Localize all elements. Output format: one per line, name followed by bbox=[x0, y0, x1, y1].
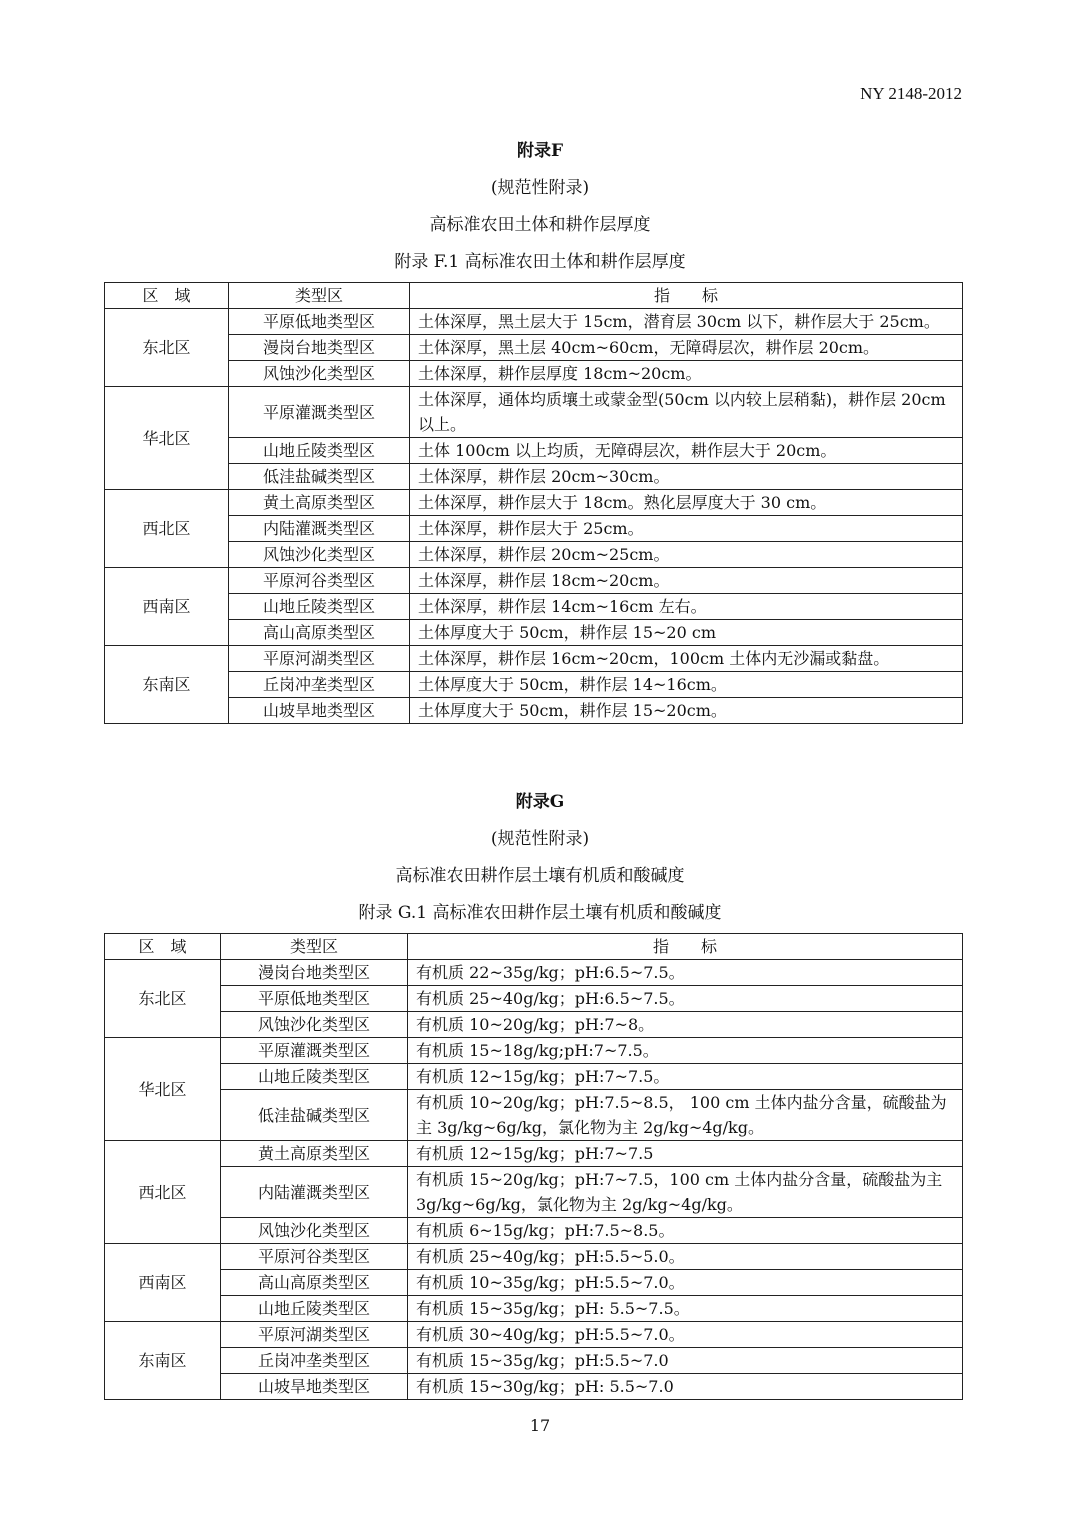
indicator-cell: 有机质 15~35g/kg；pH:5.5~7.0 bbox=[408, 1348, 963, 1374]
region-cell: 东南区 bbox=[105, 646, 229, 724]
indicator-cell: 有机质 10~20g/kg；pH:7~8。 bbox=[408, 1012, 963, 1038]
type-cell: 丘岗冲垄类型区 bbox=[229, 672, 410, 698]
indicator-cell: 有机质 25~40g/kg；pH:6.5~7.5。 bbox=[408, 986, 963, 1012]
table-row bbox=[105, 1090, 963, 1141]
appendix-f-table bbox=[104, 282, 963, 724]
column-header-type: 类型区 bbox=[221, 934, 408, 960]
table-row bbox=[105, 1322, 963, 1348]
indicator-cell: 土体深厚，耕作层 20cm~25cm。 bbox=[410, 542, 963, 568]
indicator-cell: 土体厚度大于 50cm，耕作层 14~16cm。 bbox=[410, 672, 963, 698]
type-cell: 平原低地类型区 bbox=[221, 986, 408, 1012]
appendix-g-heading: 高标准农田耕作层土壤有机质和酸碱度 bbox=[395, 866, 685, 886]
region-cell: 华北区 bbox=[105, 387, 229, 490]
indicator-cell: 土体深厚，耕作层大于 25cm。 bbox=[410, 516, 963, 542]
region-cell: 华北区 bbox=[105, 1038, 221, 1141]
indicator-cell: 有机质 22~35g/kg；pH:6.5~7.5。 bbox=[408, 960, 963, 986]
table-row bbox=[105, 464, 963, 490]
table-row bbox=[105, 1374, 963, 1400]
appendix-g-table bbox=[104, 933, 963, 1400]
type-cell: 平原灌溉类型区 bbox=[229, 387, 410, 438]
type-cell: 漫岗台地类型区 bbox=[221, 960, 408, 986]
type-cell: 平原河湖类型区 bbox=[221, 1322, 408, 1348]
table-row bbox=[105, 309, 963, 335]
type-cell: 平原灌溉类型区 bbox=[221, 1038, 408, 1064]
type-cell: 平原低地类型区 bbox=[229, 309, 410, 335]
table-row bbox=[105, 335, 963, 361]
table-row bbox=[105, 438, 963, 464]
indicator-cell: 有机质 15~18g/kg;pH:7~7.5。 bbox=[408, 1038, 963, 1064]
page-number: 17 bbox=[529, 1416, 551, 1435]
type-cell: 低洼盐碱类型区 bbox=[229, 464, 410, 490]
type-cell: 山地丘陵类型区 bbox=[221, 1064, 408, 1090]
type-cell: 黄土高原类型区 bbox=[229, 490, 410, 516]
indicator-cell: 土体厚度大于 50cm，耕作层 15~20cm。 bbox=[410, 698, 963, 724]
type-cell: 风蚀沙化类型区 bbox=[221, 1012, 408, 1038]
indicator-cell: 有机质 30~40g/kg；pH:5.5~7.0。 bbox=[408, 1322, 963, 1348]
table-row bbox=[105, 361, 963, 387]
indicator-cell: 有机质 15~30g/kg；pH: 5.5~7.0 bbox=[408, 1374, 963, 1400]
type-cell: 山坡旱地类型区 bbox=[221, 1374, 408, 1400]
type-cell: 山地丘陵类型区 bbox=[221, 1296, 408, 1322]
appendix-f-subtitle: (规范性附录) bbox=[490, 178, 590, 198]
indicator-cell: 土体深厚，耕作层 16cm~20cm，100cm 土体内无沙漏或黏盘。 bbox=[410, 646, 963, 672]
type-cell: 风蚀沙化类型区 bbox=[229, 542, 410, 568]
appendix-g-title: 附录G bbox=[515, 792, 565, 812]
table-row bbox=[105, 490, 963, 516]
type-cell: 平原河谷类型区 bbox=[229, 568, 410, 594]
type-cell: 山地丘陵类型区 bbox=[229, 594, 410, 620]
column-header-type: 类型区 bbox=[229, 283, 410, 309]
indicator-cell: 有机质 6~15g/kg；pH:7.5~8.5。 bbox=[408, 1218, 963, 1244]
column-header-region: 区 域 bbox=[105, 934, 221, 960]
indicator-cell: 土体深厚，耕作层 18cm~20cm。 bbox=[410, 568, 963, 594]
appendix-f-heading: 高标准农田土体和耕作层厚度 bbox=[429, 215, 651, 235]
appendix-g-table-caption: 附录 G.1 高标准农田耕作层土壤有机质和酸碱度 bbox=[358, 903, 722, 923]
table-row bbox=[105, 646, 963, 672]
indicator-cell: 土体深厚，耕作层厚度 18cm~20cm。 bbox=[410, 361, 963, 387]
indicator-cell: 土体 100cm 以上均质，无障碍层次，耕作层大于 20cm。 bbox=[410, 438, 963, 464]
indicator-cell: 土体深厚，耕作层 20cm~30cm。 bbox=[410, 464, 963, 490]
indicator-cell: 有机质 10~20g/kg；pH:7.5~8.5， 100 cm 土体内盐分含量，硫酸盐为主 3g/kg~6g/kg，氯化物为主 2g/kg~4g/kg。 bbox=[408, 1090, 963, 1141]
table-row bbox=[105, 1348, 963, 1374]
region-cell: 东南区 bbox=[105, 1322, 221, 1400]
type-cell: 风蚀沙化类型区 bbox=[221, 1218, 408, 1244]
type-cell: 内陆灌溉类型区 bbox=[229, 516, 410, 542]
table-row bbox=[105, 960, 963, 986]
indicator-cell: 土体深厚，黑土层大于 15cm，潜育层 30cm 以下，耕作层大于 25cm。 bbox=[410, 309, 963, 335]
table-row bbox=[105, 542, 963, 568]
type-cell: 黄土高原类型区 bbox=[221, 1141, 408, 1167]
indicator-cell: 有机质 10~35g/kg；pH:5.5~7.0。 bbox=[408, 1270, 963, 1296]
table-row bbox=[105, 986, 963, 1012]
table-row bbox=[105, 698, 963, 724]
indicator-cell: 有机质 25~40g/kg；pH:5.5~5.0。 bbox=[408, 1244, 963, 1270]
standard-code: NY 2148-2012 bbox=[860, 84, 962, 103]
type-cell: 漫岗台地类型区 bbox=[229, 335, 410, 361]
indicator-cell: 有机质 15~35g/kg；pH: 5.5~7.5。 bbox=[408, 1296, 963, 1322]
table-row bbox=[105, 594, 963, 620]
indicator-cell: 土体深厚，耕作层 14cm~16cm 左右。 bbox=[410, 594, 963, 620]
region-cell: 西南区 bbox=[105, 1244, 221, 1322]
indicator-cell: 有机质 12~15g/kg；pH:7~7.5 bbox=[408, 1141, 963, 1167]
table-row bbox=[105, 387, 963, 438]
appendix-f-title: 附录F bbox=[516, 141, 564, 161]
column-header-indicator: 指 标 bbox=[410, 283, 963, 309]
appendix-f-table-caption: 附录 F.1 高标准农田土体和耕作层厚度 bbox=[394, 252, 686, 272]
indicator-cell: 有机质 15~20g/kg；pH:7~7.5，100 cm 土体内盐分含量，硫酸盐为主 3g/kg~6g/kg，氯化物为主 2g/kg~4g/kg。 bbox=[408, 1167, 963, 1218]
type-cell: 高山高原类型区 bbox=[221, 1270, 408, 1296]
table-row bbox=[105, 620, 963, 646]
indicator-cell: 土体厚度大于 50cm，耕作层 15~20 cm bbox=[410, 620, 963, 646]
column-header-region: 区 域 bbox=[105, 283, 229, 309]
table-row bbox=[105, 1296, 963, 1322]
table-row bbox=[105, 1218, 963, 1244]
table-row bbox=[105, 568, 963, 594]
indicator-cell: 土体深厚，通体均质壤土或蒙金型(50cm 以内较上层稍黏)，耕作层 20cm 以上。 bbox=[410, 387, 963, 438]
region-cell: 西北区 bbox=[105, 1141, 221, 1244]
region-cell: 西北区 bbox=[105, 490, 229, 568]
table-row bbox=[105, 1038, 963, 1064]
region-cell: 西南区 bbox=[105, 568, 229, 646]
type-cell: 平原河谷类型区 bbox=[221, 1244, 408, 1270]
region-cell: 东北区 bbox=[105, 309, 229, 387]
table-row bbox=[105, 1167, 963, 1218]
table-row bbox=[105, 1244, 963, 1270]
table-row bbox=[105, 1141, 963, 1167]
indicator-cell: 土体深厚，黑土层 40cm~60cm，无障碍层次，耕作层 20cm。 bbox=[410, 335, 963, 361]
type-cell: 山地丘陵类型区 bbox=[229, 438, 410, 464]
type-cell: 高山高原类型区 bbox=[229, 620, 410, 646]
type-cell: 山坡旱地类型区 bbox=[229, 698, 410, 724]
table-row bbox=[105, 1064, 963, 1090]
region-cell: 东北区 bbox=[105, 960, 221, 1038]
appendix-g-subtitle: (规范性附录) bbox=[490, 829, 590, 849]
type-cell: 低洼盐碱类型区 bbox=[221, 1090, 408, 1141]
table-row bbox=[105, 516, 963, 542]
indicator-cell: 有机质 12~15g/kg；pH:7~7.5。 bbox=[408, 1064, 963, 1090]
table-row bbox=[105, 1012, 963, 1038]
type-cell: 内陆灌溉类型区 bbox=[221, 1167, 408, 1218]
indicator-cell: 土体深厚，耕作层大于 18cm。熟化层厚度大于 30 cm。 bbox=[410, 490, 963, 516]
type-cell: 平原河湖类型区 bbox=[229, 646, 410, 672]
type-cell: 风蚀沙化类型区 bbox=[229, 361, 410, 387]
type-cell: 丘岗冲垄类型区 bbox=[221, 1348, 408, 1374]
column-header-indicator: 指 标 bbox=[408, 934, 963, 960]
table-row bbox=[105, 1270, 963, 1296]
table-row bbox=[105, 672, 963, 698]
